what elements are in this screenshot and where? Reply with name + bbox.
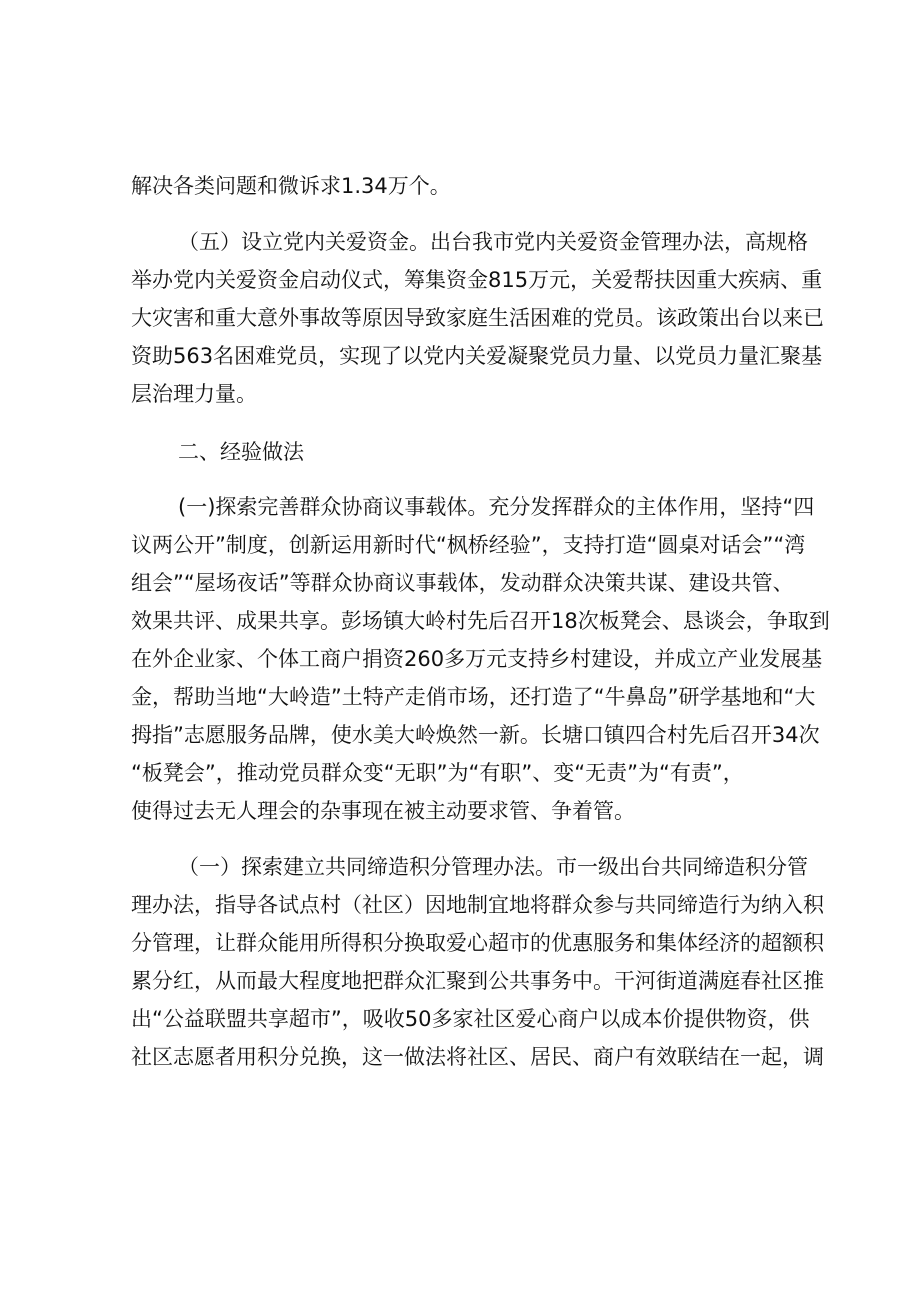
line-8: (一)探索完善群众协商议事载体。充分发挥群众的主体作用，坚持“四: [178, 495, 815, 519]
line-20: 累分红，从而最大程度地把群众汇聚到公共事务中。干河街道满庭春社区推: [131, 969, 824, 993]
line-2: （五）设立党内关爱资金。出台我市党内关爱资金管理办法，高规格: [178, 230, 808, 254]
section-heading: 二、经验做法: [178, 440, 304, 464]
line-3: 举办党内关爱资金启动仪式，筹集资金815万元，关爱帮扶因重大疾病、重: [131, 268, 823, 292]
line-15: “板凳会”，推动党员群众变“无职”为“有职”、变“无责”为“有责”，: [131, 761, 744, 785]
line-5: 资助563名困难党员，实现了以党内关爱凝聚党员力量、以党员力量汇聚基: [131, 344, 823, 368]
line-6: 层治理力量。: [131, 382, 257, 406]
line-21: 出“公益联盟共享超市”，吸收50多家社区爱心商户以成本价提供物资，供: [131, 1007, 810, 1031]
line-12: 在外企业家、个体工商户捐资260多万元支持乡村建设，并成立产业发展基: [131, 647, 823, 671]
line-22: 社区志愿者用积分兑换，这一做法将社区、居民、商户有效联结在一起，调: [131, 1045, 824, 1069]
line-18: 理办法，指导各试点村（社区）因地制宜地将群众参与共同缔造行为纳入积: [131, 893, 824, 917]
line-11: 效果共评、成果共享。彭场镇大岭村先后召开18次板凳会、恳谈会，争取到: [131, 609, 830, 633]
line-19: 分管理，让群众能用所得积分换取爱心超市的优惠服务和集体经济的超额积: [131, 931, 824, 955]
line-14: 拇指”志愿服务品牌，使水美大岭焕然一新。长塘口镇四合村先后召开34次: [131, 723, 820, 747]
line-9: 议两公开”制度，创新运用新时代“枫桥经验”，支持打造“圆桌对话会”“湾: [131, 533, 806, 557]
line-13: 金，帮助当地“大岭造”土特产走俏市场，还打造了“牛鼻岛”研学基地和“大: [131, 685, 816, 709]
line-17: （一）探索建立共同缔造积分管理办法。市一级出台共同缔造积分管: [178, 855, 808, 879]
line-16: 使得过去无人理会的杂事现在被主动要求管、争着管。: [131, 799, 635, 823]
line-1: 解决各类问题和微诉求1.34万个。: [131, 174, 451, 198]
line-4: 大灾害和重大意外事故等原因导致家庭生活困难的党员。该政策出台以来已: [131, 306, 824, 330]
line-10: 组会”“屋场夜话”等群众协商议事载体，发动群众决策共谋、建设共管、: [131, 571, 794, 595]
